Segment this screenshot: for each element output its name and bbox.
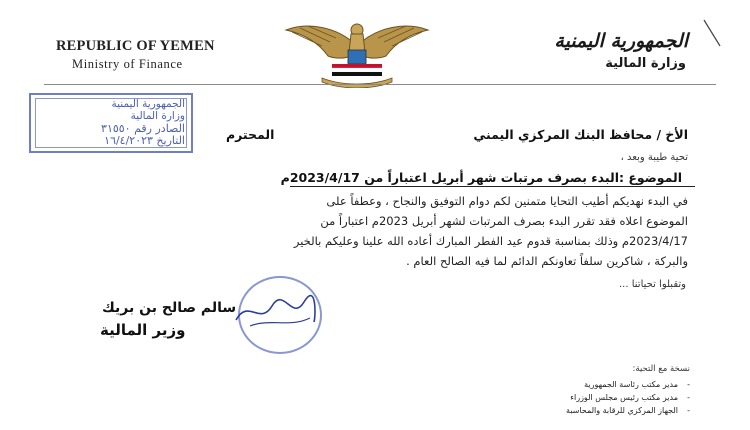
signatory-name: سالم صالح بن بريك xyxy=(102,300,237,316)
ministry-title-ar: وزارة المالية xyxy=(605,56,686,71)
body-paragraph-line: 2023/4/17م وذلك بمناسبة قدوم عيد الفطر المبارك أعاده الله علينا وعليكم بالخير xyxy=(293,234,688,248)
subject-line: الموضوع :البدء بصرف مرتبات شهر أبريل اعتباراً من 2023/4/17م xyxy=(280,170,682,185)
handwritten-signature-icon xyxy=(230,292,320,332)
copy-recipient: الجهاز المركزي للرقابة والمحاسبة xyxy=(565,406,678,415)
greeting: تحية طيبة وبعد ، xyxy=(620,152,688,163)
addressee: الأخ / محافظ البنك المركزي اليمني xyxy=(473,127,688,142)
copies-heading: نسخة مع التحية: xyxy=(632,364,690,374)
corner-mark-icon xyxy=(700,18,724,48)
closing-remark: وتقبلوا تحياتنا ... xyxy=(619,279,686,290)
stamp-republic: الجمهورية اليمنية xyxy=(111,98,185,110)
header-divider xyxy=(44,84,716,85)
copy-recipient: مدير مكتب رئيس مجلس الوزراء xyxy=(570,393,678,402)
republic-title-ar: الجمهورية اليمنية xyxy=(554,30,688,52)
republic-title-en: REPUBLIC OF YEMEN xyxy=(56,38,215,54)
salutation: المحترم xyxy=(226,127,275,142)
copy-bullet: - xyxy=(687,380,690,389)
copy-bullet: - xyxy=(687,406,690,415)
body-paragraph-line: الموضوع اعلاه فقد تقرر البدء بصرف المرتبات لشهر أبريل 2023م اعتباراً من xyxy=(320,214,688,228)
stamp-number: الصادر رقم ٣١٥٥٠ xyxy=(101,122,185,135)
body-paragraph-line: في البدء نهديكم أطيب التحايا متمنين لكم دوام التوفيق والنجاح ، وعطفاً على xyxy=(326,194,688,208)
outgoing-number-stamp xyxy=(29,93,193,153)
copy-recipient: مدير مكتب رئاسة الجمهورية xyxy=(584,380,678,389)
signatory-title: وزير المالية xyxy=(100,321,186,339)
yemen-eagle-emblem-icon xyxy=(282,16,432,88)
stamp-ministry: وزارة المالية xyxy=(130,110,185,122)
stamp-date: التاريخ ١٦/٤/٢٠٢٣ xyxy=(104,134,185,147)
ministry-title-en: Ministry of Finance xyxy=(72,57,183,71)
body-paragraph-line: والبركة ، شاكرين سلفاً تعاونكم الدائم لما فيه الصالح العام . xyxy=(406,254,688,268)
copy-bullet: - xyxy=(687,393,690,402)
subject-underline xyxy=(290,186,695,187)
